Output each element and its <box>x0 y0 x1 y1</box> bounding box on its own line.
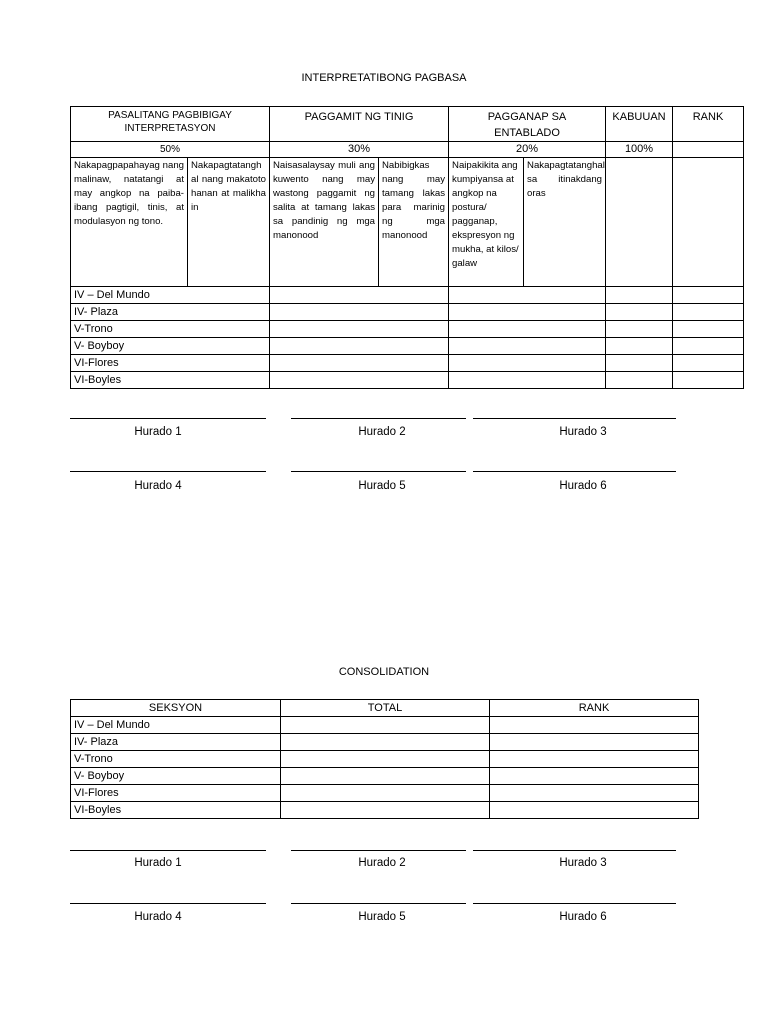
section-name: V- Boyboy <box>71 338 270 355</box>
signature-line[interactable] <box>473 850 676 851</box>
total-cell[interactable] <box>281 785 490 802</box>
table-row <box>71 734 699 751</box>
percent-paggamit: 30% <box>270 142 449 158</box>
criterion-cell: Nakapagtatanghal sa itinakdang oras <box>524 158 606 287</box>
criterion-cell: Naipakikita ang kumpiyansa at angkop na postura/ pagganap, ekspresyon ng mukha, at kilos/ galaw <box>449 158 524 287</box>
signature-line[interactable] <box>291 903 466 904</box>
section-name: IV – Del Mundo <box>71 717 281 734</box>
total-cell[interactable] <box>281 717 490 734</box>
signature-line[interactable] <box>291 418 466 419</box>
score-cell[interactable] <box>449 338 606 355</box>
score-cell[interactable] <box>606 338 673 355</box>
section-name: V-Trono <box>71 751 281 768</box>
criterion-cell: Nakapagpapahayag nang malinaw, natatangi at may angkop na paiba-ibang pagtigil, tinis, at modulasyon ng tono. <box>71 158 188 287</box>
score-cell[interactable] <box>449 287 606 304</box>
header-seksyon: SEKSYON <box>71 700 281 717</box>
judge-label: Hurado 4 <box>134 480 182 492</box>
score-cell[interactable] <box>449 321 606 338</box>
table-row <box>71 355 744 372</box>
score-cell[interactable] <box>270 304 449 321</box>
criterion-cell: Nakapagtatanghal nang makatotohanan at malikhain <box>188 158 270 287</box>
section-name: IV- Plaza <box>71 734 281 751</box>
score-cell[interactable] <box>606 158 673 287</box>
signature-line[interactable] <box>70 471 266 472</box>
score-cell[interactable] <box>673 355 744 372</box>
rank-cell[interactable] <box>490 785 699 802</box>
judge-label: Hurado 2 <box>358 857 406 869</box>
header-pasalitang: PASALITANG PAGBIBIGAY INTERPRETASYON <box>71 107 270 142</box>
section-name: IV- Plaza <box>71 304 270 321</box>
signature-line[interactable] <box>473 903 676 904</box>
score-cell[interactable] <box>449 304 606 321</box>
rank-cell[interactable] <box>490 751 699 768</box>
score-cell[interactable] <box>673 372 744 389</box>
rubric-title: INTERPRETATIBONG PAGBASA <box>301 72 467 84</box>
header-rank: RANK <box>673 107 744 142</box>
judge-label: Hurado 3 <box>559 857 607 869</box>
rank-cell[interactable] <box>490 734 699 751</box>
table-row <box>71 717 699 734</box>
score-cell[interactable] <box>270 338 449 355</box>
score-cell[interactable] <box>673 321 744 338</box>
judge-label: Hurado 1 <box>134 857 182 869</box>
total-cell[interactable] <box>281 768 490 785</box>
signature-line[interactable] <box>70 903 266 904</box>
judge-label: Hurado 3 <box>559 426 607 438</box>
table-row <box>71 785 699 802</box>
rank-cell[interactable] <box>490 717 699 734</box>
section-name: V- Boyboy <box>71 768 281 785</box>
judge-label: Hurado 5 <box>358 911 406 923</box>
score-cell[interactable] <box>606 287 673 304</box>
score-cell[interactable] <box>270 287 449 304</box>
score-cell[interactable] <box>673 287 744 304</box>
table-row <box>71 287 744 304</box>
section-name: VI-Boyles <box>71 802 281 819</box>
signature-line[interactable] <box>291 471 466 472</box>
percent-pagganap: 20% <box>449 142 606 158</box>
judge-label: Hurado 4 <box>134 911 182 923</box>
criterion-cell: Nabibigkas nang may tamang lakas para marinig ng mga manonood <box>379 158 449 287</box>
header-kabuuan: KABUUAN <box>606 107 673 142</box>
signature-line[interactable] <box>473 418 676 419</box>
table-row <box>71 338 744 355</box>
table-row <box>71 304 744 321</box>
score-cell[interactable] <box>606 355 673 372</box>
judge-label: Hurado 5 <box>358 480 406 492</box>
score-cell[interactable] <box>606 321 673 338</box>
table-row <box>71 768 699 785</box>
rubric-table <box>70 106 744 389</box>
score-cell[interactable] <box>449 372 606 389</box>
total-cell[interactable] <box>281 734 490 751</box>
signature-line[interactable] <box>70 418 266 419</box>
rank-cell[interactable] <box>490 768 699 785</box>
score-cell[interactable] <box>270 355 449 372</box>
score-cell[interactable] <box>673 304 744 321</box>
table-row <box>71 372 744 389</box>
header-rank: RANK <box>490 700 699 717</box>
section-name: VI-Flores <box>71 355 270 372</box>
section-name: VI-Flores <box>71 785 281 802</box>
section-name: VI-Boyles <box>71 372 270 389</box>
section-name: IV – Del Mundo <box>71 287 270 304</box>
section-name: V-Trono <box>71 321 270 338</box>
score-cell[interactable] <box>606 372 673 389</box>
score-cell[interactable] <box>270 321 449 338</box>
header-paggamit-ng-tinig: PAGGAMIT NG TINIG <box>270 107 449 142</box>
score-cell[interactable] <box>673 158 744 287</box>
score-cell[interactable] <box>673 338 744 355</box>
table-row <box>71 321 744 338</box>
rank-cell[interactable] <box>490 802 699 819</box>
score-cell[interactable] <box>606 304 673 321</box>
criterion-cell: Naisasalaysay muli ang kuwento nang may wastong paggamit ng salita at tamang lakas sa pandinig ng mga manonood <box>270 158 379 287</box>
judge-label: Hurado 2 <box>358 426 406 438</box>
header-pagganap-sa-entablado: PAGGANAP SA ENTABLADO <box>449 107 606 142</box>
judge-label: Hurado 6 <box>559 480 607 492</box>
total-cell[interactable] <box>281 751 490 768</box>
judge-label: Hurado 6 <box>559 911 607 923</box>
percent-pasalitang: 50% <box>71 142 270 158</box>
score-cell[interactable] <box>449 355 606 372</box>
signature-line[interactable] <box>291 850 466 851</box>
header-total: TOTAL <box>281 700 490 717</box>
judge-label: Hurado 1 <box>134 426 182 438</box>
consolidation-title: CONSOLIDATION <box>338 666 430 678</box>
table-row <box>71 751 699 768</box>
total-cell[interactable] <box>281 802 490 819</box>
percent-kabuuan: 100% <box>606 142 673 158</box>
percent-rank-empty <box>673 142 744 158</box>
signature-line[interactable] <box>473 471 676 472</box>
score-cell[interactable] <box>270 372 449 389</box>
signature-line[interactable] <box>70 850 266 851</box>
consolidation-table <box>70 699 699 819</box>
table-row <box>71 802 699 819</box>
